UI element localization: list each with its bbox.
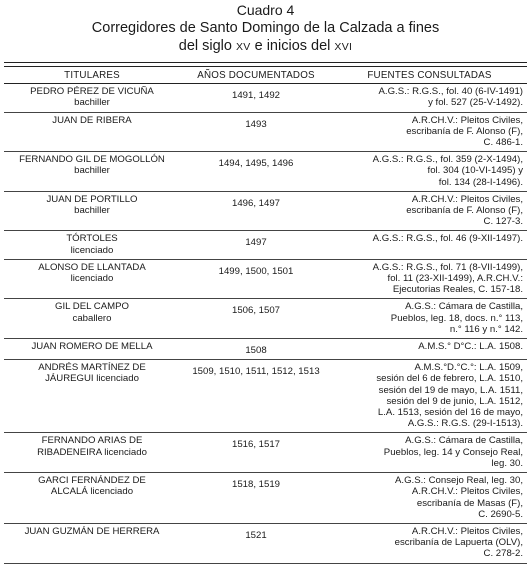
column-header-titulares: TITULARES (4, 67, 180, 84)
titular-title: ALCALÁ licenciado (50, 486, 134, 498)
titular-name: PEDRO PÉREZ DE VICUÑA (30, 86, 154, 98)
source-line: C. 278-2. (483, 548, 523, 560)
sources-cell (332, 339, 527, 360)
titular-cell (4, 84, 180, 112)
years-cell: 1516, 1517 (180, 433, 332, 473)
title-century-xv: XV (235, 41, 251, 53)
table-number: Cuadro 4 (236, 2, 295, 18)
titular-name: FERNANDO GIL DE MOGOLLÓN (19, 154, 165, 166)
titular-name: JUAN DE PORTILLO (46, 193, 138, 205)
source-line: A.G.S.: Cámara de Castilla, (405, 301, 523, 313)
titular-cell (4, 231, 180, 259)
table-row (4, 84, 527, 112)
titular-cell (4, 339, 180, 360)
source-line: escribanía de Lapuerta (OLV), (394, 537, 523, 549)
source-line: Pueblos, leg. 18, docs. n.° 113, (390, 312, 523, 324)
source-line: sesión del 9 de junio, L.A. 1512, (386, 395, 523, 407)
titular-title: bachiller (74, 205, 110, 217)
sources-cell (332, 523, 527, 563)
titular-title: RIBADENEIRA licenciado (37, 446, 147, 458)
source-line: C. 486-1. (483, 137, 523, 149)
titular-name: GIL DEL CAMPO (55, 301, 129, 313)
titular-name: JUAN DE RIBERA (52, 114, 132, 126)
source-line: Pueblos, leg. 14 y Consejo Real, (383, 446, 523, 458)
source-line: A.G.S.: Consejo Real, leg. 30, (395, 475, 523, 487)
years-cell: 1494, 1495, 1496 (180, 152, 332, 192)
column-header-anos: AÑOS DOCUMENTADOS (180, 67, 332, 84)
titular-cell (4, 433, 180, 473)
source-line: A.R.CH.V.: Pleitos Civiles, (411, 486, 523, 498)
column-header-fuentes: FUENTES CONSULTADAS (332, 67, 527, 84)
source-line: C. 127-3. (483, 216, 523, 228)
source-line: escribanía de Masas (F), (416, 497, 523, 509)
title-block (0, 0, 531, 56)
sources-cell (332, 259, 527, 299)
table-title-line-2 (0, 37, 531, 56)
table-row (4, 299, 527, 339)
source-line: escribanía de F. Alonso (F), (406, 205, 523, 217)
titular-name: TÓRTOLES (66, 233, 118, 245)
years-cell: 1493 (180, 112, 332, 152)
source-line: A.R.CH.V.: Pleitos Civiles, (411, 525, 523, 537)
table-row (4, 433, 527, 473)
source-line: C. 2690-5. (478, 508, 523, 520)
source-line: y fol. 527 (25-V-1492). (428, 97, 523, 109)
titular-title: licenciado (70, 273, 114, 285)
table-row (4, 231, 527, 259)
source-line: A.G.S.: R.G.S. (29-I-1513). (407, 418, 523, 430)
years-cell: 1491, 1492 (180, 84, 332, 112)
source-line: A.G.S.: R.G.S., fol. 46 (9-XII-1497). (372, 233, 523, 245)
sources-cell (332, 112, 527, 152)
table-row (4, 152, 527, 192)
source-line: L.A. 1513, sesión del 16 de mayo, (377, 407, 523, 419)
source-line: A.G.S.: R.G.S., fol. 71 (8-VII-1499), (372, 261, 523, 273)
sources-cell (332, 84, 527, 112)
source-line: escribanía de F. Alonso (F), (406, 125, 523, 137)
source-line: A.R.CH.V.: Pleitos Civiles, (411, 114, 523, 126)
table-header-row (4, 67, 527, 84)
source-line: leg. 30. (491, 457, 523, 469)
titular-cell (4, 152, 180, 192)
titular-title: bachiller (74, 165, 110, 177)
sources-cell (332, 152, 527, 192)
titular-cell (4, 259, 180, 299)
years-cell: 1497 (180, 231, 332, 259)
titular-cell (4, 360, 180, 433)
sources-cell (332, 299, 527, 339)
titular-name: GARCI FERNÁNDEZ DE (38, 475, 146, 487)
titular-cell (4, 299, 180, 339)
corregidores-table (4, 66, 527, 564)
sources-cell (332, 360, 527, 433)
table-title-line-1: Corregidores de Santo Domingo de la Calzada a fines (91, 20, 440, 36)
title-century-xvi: XVI (334, 41, 353, 53)
years-cell: 1521 (180, 523, 332, 563)
table-row (4, 259, 527, 299)
table-row (4, 339, 527, 360)
years-cell: 1509, 1510, 1511, 1512, 1513 (180, 360, 332, 433)
titular-title: licenciado (70, 244, 114, 256)
source-line: A.G.S.: Cámara de Castilla, (405, 435, 523, 447)
title-text-mid: e inicios del (250, 38, 335, 54)
titular-cell (4, 112, 180, 152)
titular-name: ANDRÉS MARTÍNEZ DE (38, 362, 146, 374)
titular-name: FERNANDO ARIAS DE (41, 435, 143, 447)
titular-cell (4, 473, 180, 524)
table-body (4, 84, 527, 563)
titular-cell (4, 523, 180, 563)
sources-cell (332, 191, 527, 231)
source-line: A.M.S.° D°C.: L.A. 1508. (418, 341, 523, 353)
table-row (4, 473, 527, 524)
table-row (4, 523, 527, 563)
titular-name: ALONSO DE LLANTADA (38, 261, 146, 273)
years-cell: 1518, 1519 (180, 473, 332, 524)
titular-name: JUAN GUZMÁN DE HERRERA (24, 525, 160, 537)
titular-title: JÁUREGUI licenciado (45, 373, 139, 385)
source-line: fol. 134 (28-I-1496). (438, 176, 523, 188)
years-cell: 1499, 1500, 1501 (180, 259, 332, 299)
source-line: A.G.S.: R.G.S., fol. 359 (2-X-1494), (372, 154, 523, 166)
top-rule (4, 62, 527, 63)
years-cell: 1508 (180, 339, 332, 360)
title-text-pre: del siglo (178, 38, 236, 54)
titular-title: caballero (72, 312, 112, 324)
table-row (4, 360, 527, 433)
titular-name: JUAN ROMERO DE MELLA (31, 341, 153, 353)
source-line: A.M.S.°D.°C.°: L.A. 1509, (414, 362, 523, 374)
source-line: Ejecutorias Reales, C. 157-18. (392, 284, 523, 296)
source-line: sesión del 19 de mayo, L.A. 1511, (378, 384, 523, 396)
source-line: A.R.CH.V.: Pleitos Civiles, (411, 193, 523, 205)
table-row (4, 112, 527, 152)
titular-title: bachiller (74, 97, 110, 109)
years-cell: 1506, 1507 (180, 299, 332, 339)
table-row (4, 191, 527, 231)
source-line: fol. 11 (23-XII-1499), A.R.CH.V.: (387, 273, 523, 285)
source-line: n.° 116 y n.° 142. (449, 323, 523, 335)
source-line: A.G.S.: R.G.S., fol. 40 (6-IV-1491) (378, 86, 523, 98)
source-line: fol. 304 (10-VI-1495) y (427, 165, 523, 177)
titular-cell (4, 191, 180, 231)
sources-cell (332, 231, 527, 259)
sources-cell (332, 433, 527, 473)
years-cell: 1496, 1497 (180, 191, 332, 231)
source-line: sesión del 6 de febrero, L.A. 1510, (376, 373, 523, 385)
sources-cell (332, 473, 527, 524)
